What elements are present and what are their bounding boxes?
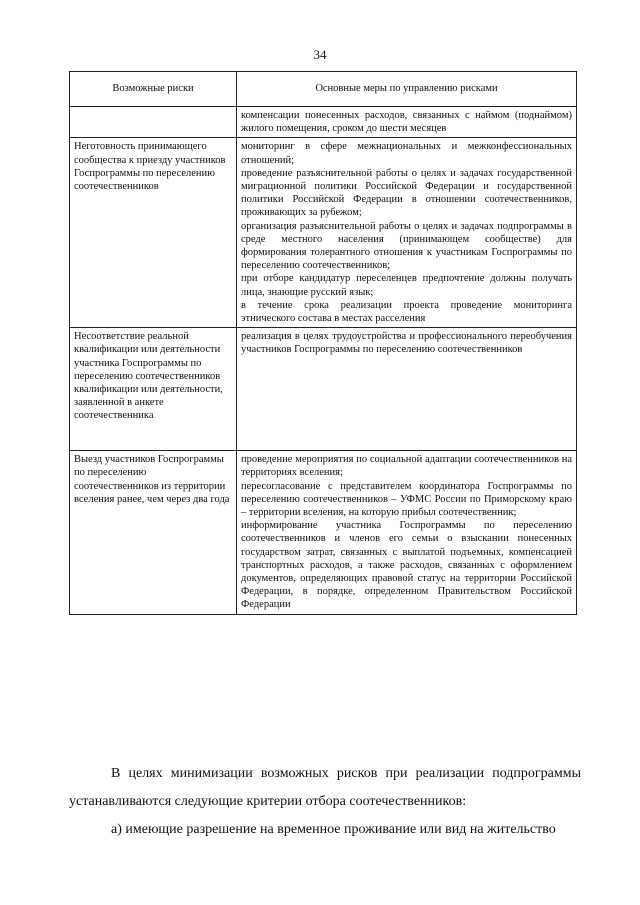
measures-cell [237, 451, 577, 614]
page-number: 34 [313, 47, 327, 62]
table-header-row [70, 72, 577, 107]
paragraph: а) имеющие разрешение на временное проживание или вид на жительство [111, 822, 556, 837]
risk-management-table [69, 71, 577, 615]
measure-item: мониторинг в сфере межнациональных и межконфессиональных отношений; [241, 141, 572, 166]
measure-item: при отборе кандидатур переселенцев предпочтение должны получать лица, знающие русский язык; [241, 273, 572, 298]
risk-cell: Неготовность принимающего сообщества к приезду участников Госпрограммы по переселению соотечественников [70, 138, 237, 328]
table-row [70, 107, 577, 138]
measure-item: информирование участника Госпрограммы по переселению соотечественников и членов его семьи о взыскании понесенных государством затрат, связанных с выплатой подъемных, компенсацией транспортных расходов, а также расходов, связанных с оформлением документов, определяющих правовой статус на территории Российской Федерации, в порядке, определенном Правительством Российской Федерации [241, 520, 572, 611]
table-row [70, 328, 577, 451]
measure-item: пересогласование с представителем координатора Госпрограммы по переселению соотечественников – УФМС России по Приморскому краю – территории вселения, на которую прибыл соотечественник; [241, 480, 572, 519]
table-row [70, 451, 577, 614]
header-risks: Возможные риски [70, 72, 237, 107]
measure-item: компенсации понесенных расходов, связанных с наймом (поднаймом) жилого помещения, сроком до шести месяцев [241, 110, 572, 135]
measures-cell [237, 138, 577, 328]
paragraph: В целях минимизации возможных рисков при реализации подпрограммы устанавливаются следующие критерии отбора соотечественников: [69, 766, 581, 809]
body-text [69, 760, 581, 844]
header-measures: Основные меры по управлению рисками [237, 72, 577, 107]
measures-cell [237, 328, 577, 451]
risk-cell: Выезд участников Госпрограммы по переселению соотечественников из территории вселения ранее, чем через два года [70, 451, 237, 614]
measure-item: в течение срока реализации проекта проведение мониторинга этнического состава в местах расселения [241, 299, 572, 325]
risk-cell [70, 107, 237, 138]
measure-item: проведение мероприятия по социальной адаптации соотечественников на территориях вселения; [241, 454, 572, 479]
measure-item: проведение разъяснительной работы о целях и задачах государственной миграционной политики Российской Федерации и государственной политики Российской Федерации в отношении соотечественников, проживающих за рубежом; [241, 167, 572, 219]
measure-item: реализация в целях трудоустройства и профессионального переобучения участников Госпрограммы по переселению соотечественников [241, 331, 572, 356]
measure-item: организация разъяснительной работы о целях и задачах подпрограммы в среде местного населения (принимающем сообществе) для формирования толерантного отношения к участникам Госпрограммы по переселению соотечественников; [241, 220, 572, 272]
table-row [70, 138, 577, 328]
measures-cell [237, 107, 577, 138]
risk-cell: Несоответствие реальной квалификации или деятельности участника Госпрограммы по переселению соотечественников квалификации или деятельности, заявленной в анкете соотечественника [70, 328, 237, 451]
